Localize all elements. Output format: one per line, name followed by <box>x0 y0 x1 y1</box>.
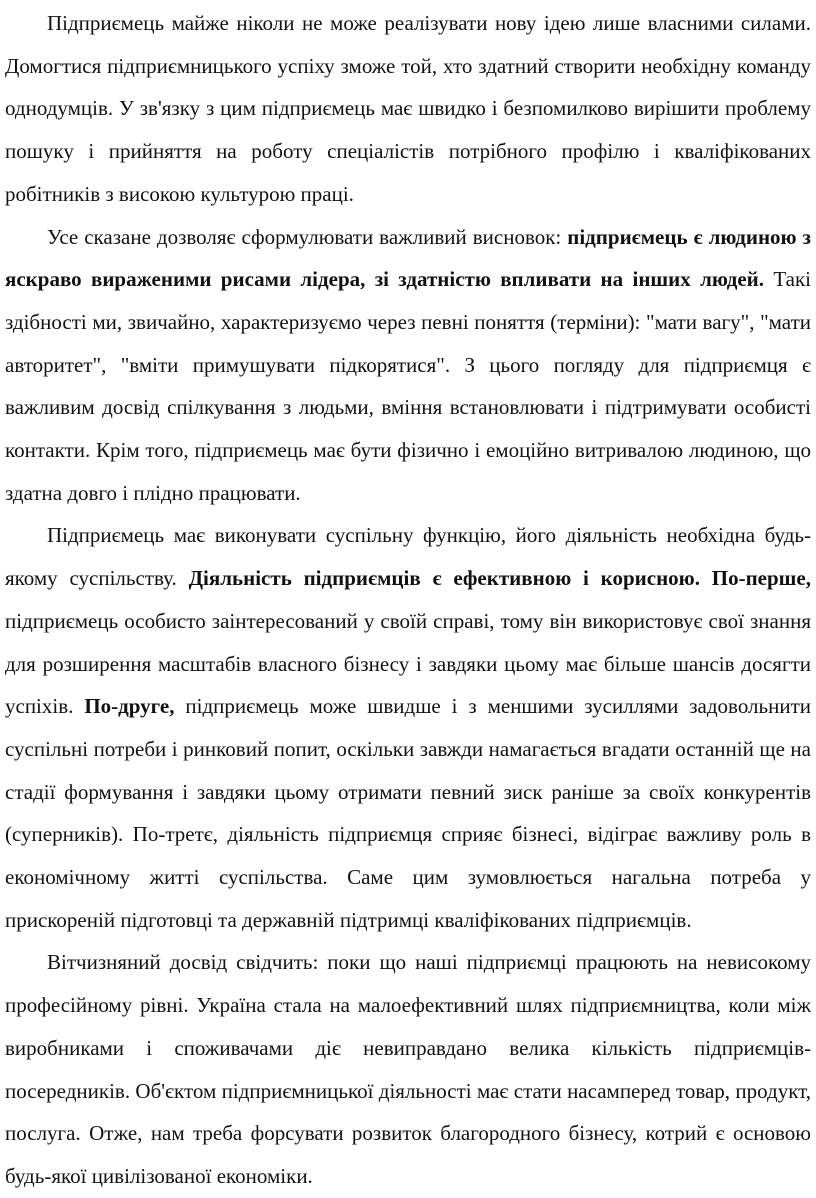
bold-second-point: По-друге, <box>84 694 175 719</box>
paragraph-social-function <box>5 514 811 941</box>
paragraph-text: Вітчизняний досвід свідчить: поки що наші підприємці працюють на невисокому професійному рівні. Україна стала на малоефективний шлях підприємництва, коли між виробниками і споживачами діє невиправдано велика кількість підприємців-посередників. Об'єктом підприємницької діяльності має стати насамперед товар, продукт, послуга. Отже, нам треба форсувати розвиток благородного бізнесу, котрий є основою будь-якої цивілізованої економіки. <box>5 950 811 1188</box>
paragraph-text: підприємець може швидше і з меншими зусиллями задовольнити суспільні потреби і ринковий попит, оскільки завжди намагається вгадати останній ще на стадії формування і завдяки цьому отримати певний зиск раніше за своїх конкурентів (суперників). По-третє, діяльність підприємця сприяє бізнесі, відіграє важливу роль в економічному житті суспільства. Саме цим зумовлюється нагальна потреба у прискореній підготовці та державній підтримці кваліфікованих підприємців. <box>5 694 811 932</box>
bold-thesis: Діяльність підприємців є ефективною і корисною. По-перше, <box>188 566 811 591</box>
paragraph-leader-traits <box>5 216 811 515</box>
paragraph-team-building <box>5 2 811 216</box>
paragraph-text: Усе сказане дозволяє сформулювати важливий висновок: <box>47 224 568 249</box>
paragraph-text: підприємець особисто заінтересований у своїй справі, тому він використовує свої знання для розширення масштабів власного бізнесу і завдяки цьому має більше шансів досягти успіхів. <box>5 608 811 719</box>
paragraph-text: Підприємець майже ніколи не може реалізувати нову ідею лише власними силами. Домогтися підприємницького успіху зможе той, хто здатний створити необхідну команду однодумців. У зв'язку з цим підприємець має швидко і безпомилково вирішити проблему пошуку і прийняття на роботу спеціалістів потрібного профілю і кваліфікованих робітників з високою культурою праці. <box>5 11 811 206</box>
paragraph-text: Підприємець має виконувати суспільну функцію, його діяльність необхідна будь-якому суспільству. <box>5 523 811 591</box>
paragraph-text: Такі здібності ми, звичайно, характеризуємо через певні поняття (терміни): "мати вагу", "мати авторитет", "вміти примушувати підкорятися". З цього погляду для підприємця є важливим досвід спілкування з людьми, вміння встановлювати і підтримувати особисті контакти. Крім того, підприємець має бути фізично і емоційно витривалою людиною, що здатна довго і плідно працювати. <box>5 267 811 505</box>
paragraph-domestic-experience <box>5 941 811 1197</box>
bold-conclusion: підприємець є людиною з яскраво вираженими рисами лідера, зі здатністю впливати на інших людей. <box>5 224 811 292</box>
